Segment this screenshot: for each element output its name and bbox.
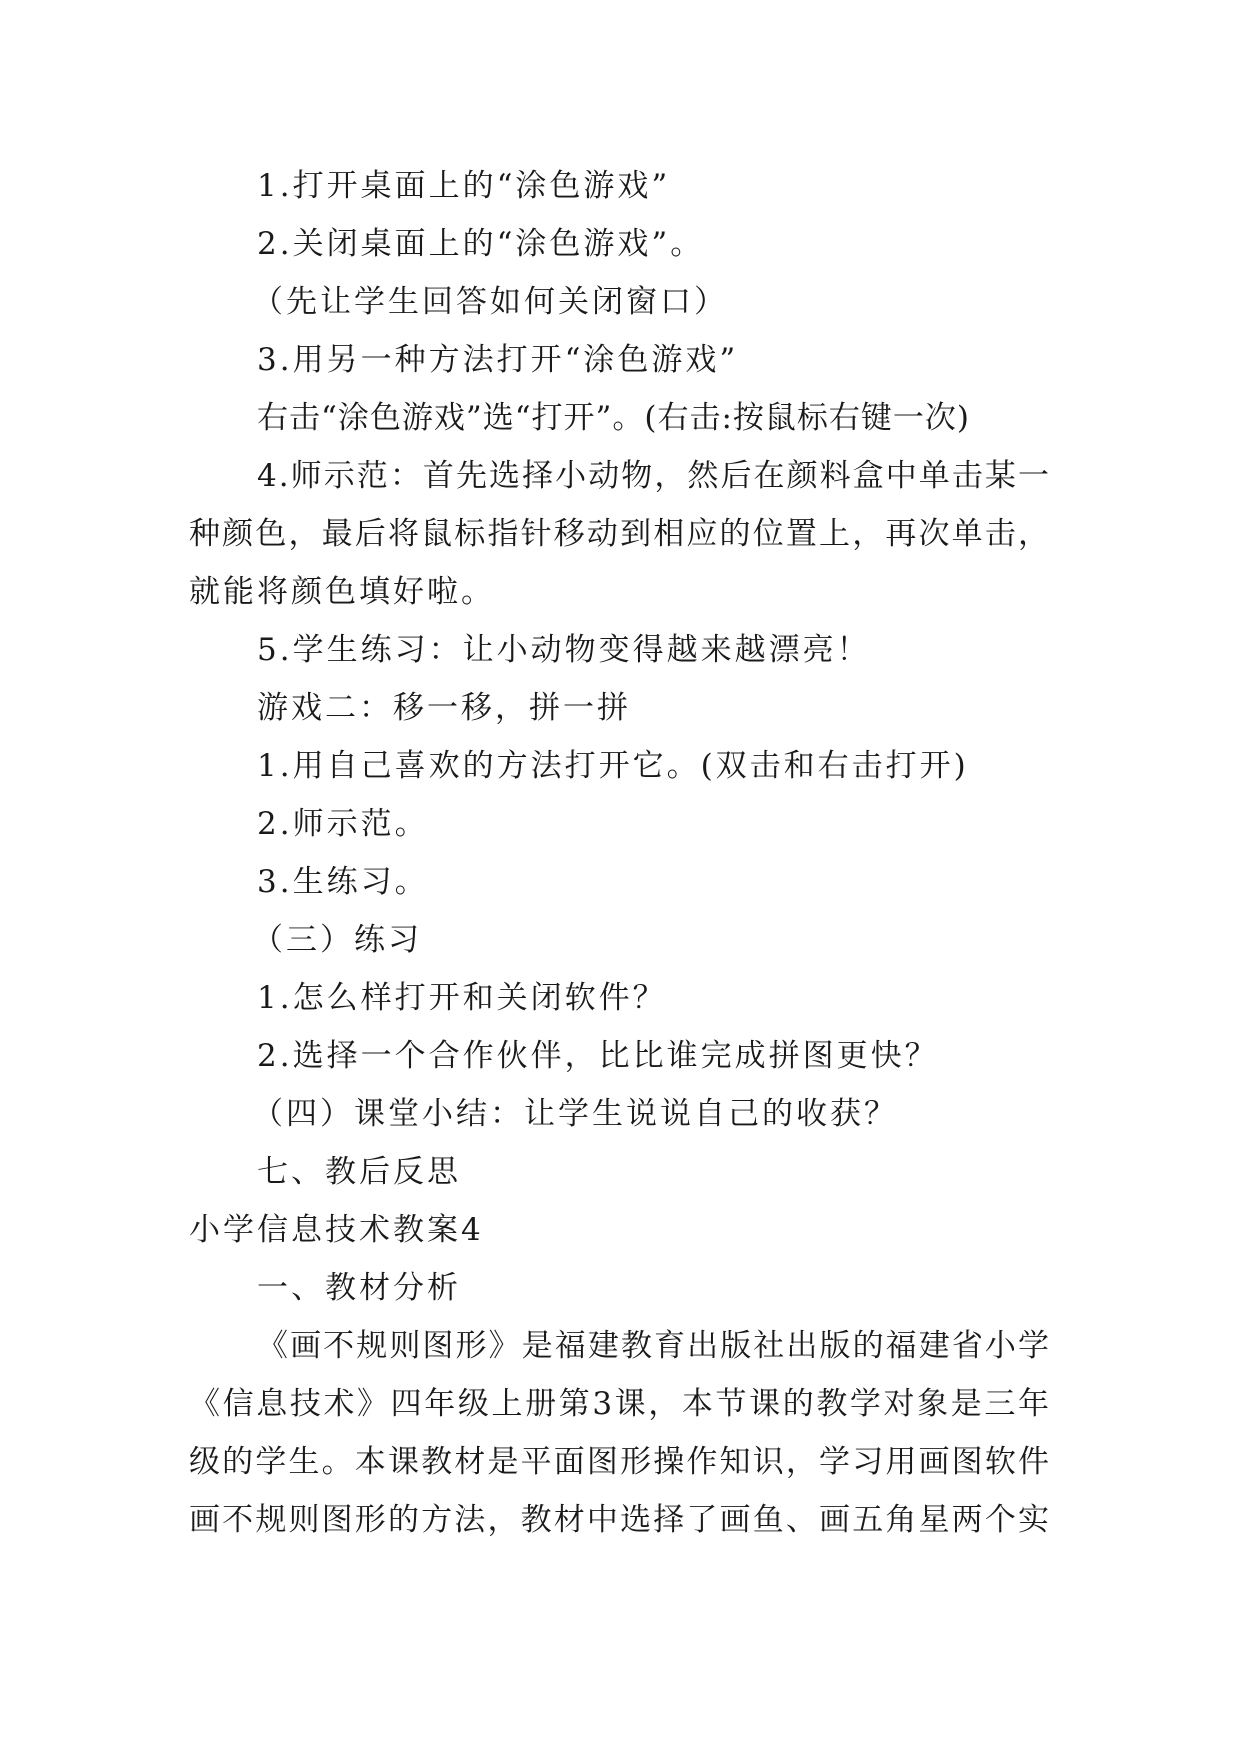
text-line: 3.生练习。 (257, 864, 429, 900)
text-line: 4.师示范：首先选择小动物，然后在颜料盒中单击某一 (257, 458, 1051, 494)
text-line: 《画不规则图形》是福建教育出版社出版的福建省小学 (257, 1328, 1051, 1364)
text-line: 级的学生。本课教材是平面图形操作知识，学习用画图软件 (189, 1444, 1051, 1480)
text-line: 2.师示范。 (257, 806, 429, 842)
text-line: 1.怎么样打开和关闭软件？ (257, 980, 667, 1016)
text-line: （四）课堂小结：让学生说说自己的收获？ (252, 1096, 898, 1132)
text-line: 2.关闭桌面上的“涂色游戏”。 (257, 226, 705, 262)
text-line: 1.用自己喜欢的方法打开它。(双击和右击打开) (257, 748, 969, 784)
document-title: 小学信息技术教案4 (189, 1212, 484, 1248)
text-line: 3.用另一种方法打开“涂色游戏” (257, 342, 739, 378)
section-heading: 一、教材分析 (257, 1270, 461, 1306)
text-line: 种颜色，最后将鼠标指针移动到相应的位置上，再次单击， (189, 516, 1051, 552)
text-line: 5.学生练习：让小动物变得越来越漂亮！ (257, 632, 871, 668)
text-line: 右击“涂色游戏”选“打开”。(右击:按鼠标右键一次) (257, 400, 971, 436)
text-line: 《信息技术》四年级上册第3课，本节课的教学对象是三年 (189, 1386, 1051, 1422)
section-heading: 七、教后反思 (257, 1154, 461, 1190)
text-line: 游戏二：移一移，拼一拼 (257, 690, 631, 726)
text-line: （先让学生回答如何关闭窗口） (252, 284, 728, 320)
text-line: 画不规则图形的方法，教材中选择了画鱼、画五角星两个实 (189, 1502, 1051, 1538)
text-line: 就能将颜色填好啦。 (189, 574, 495, 610)
text-line: 2.选择一个合作伙伴，比比谁完成拼图更快？ (257, 1038, 939, 1074)
section-heading: （三）练习 (252, 922, 422, 958)
text-line: 1.打开桌面上的“涂色游戏” (257, 168, 671, 204)
